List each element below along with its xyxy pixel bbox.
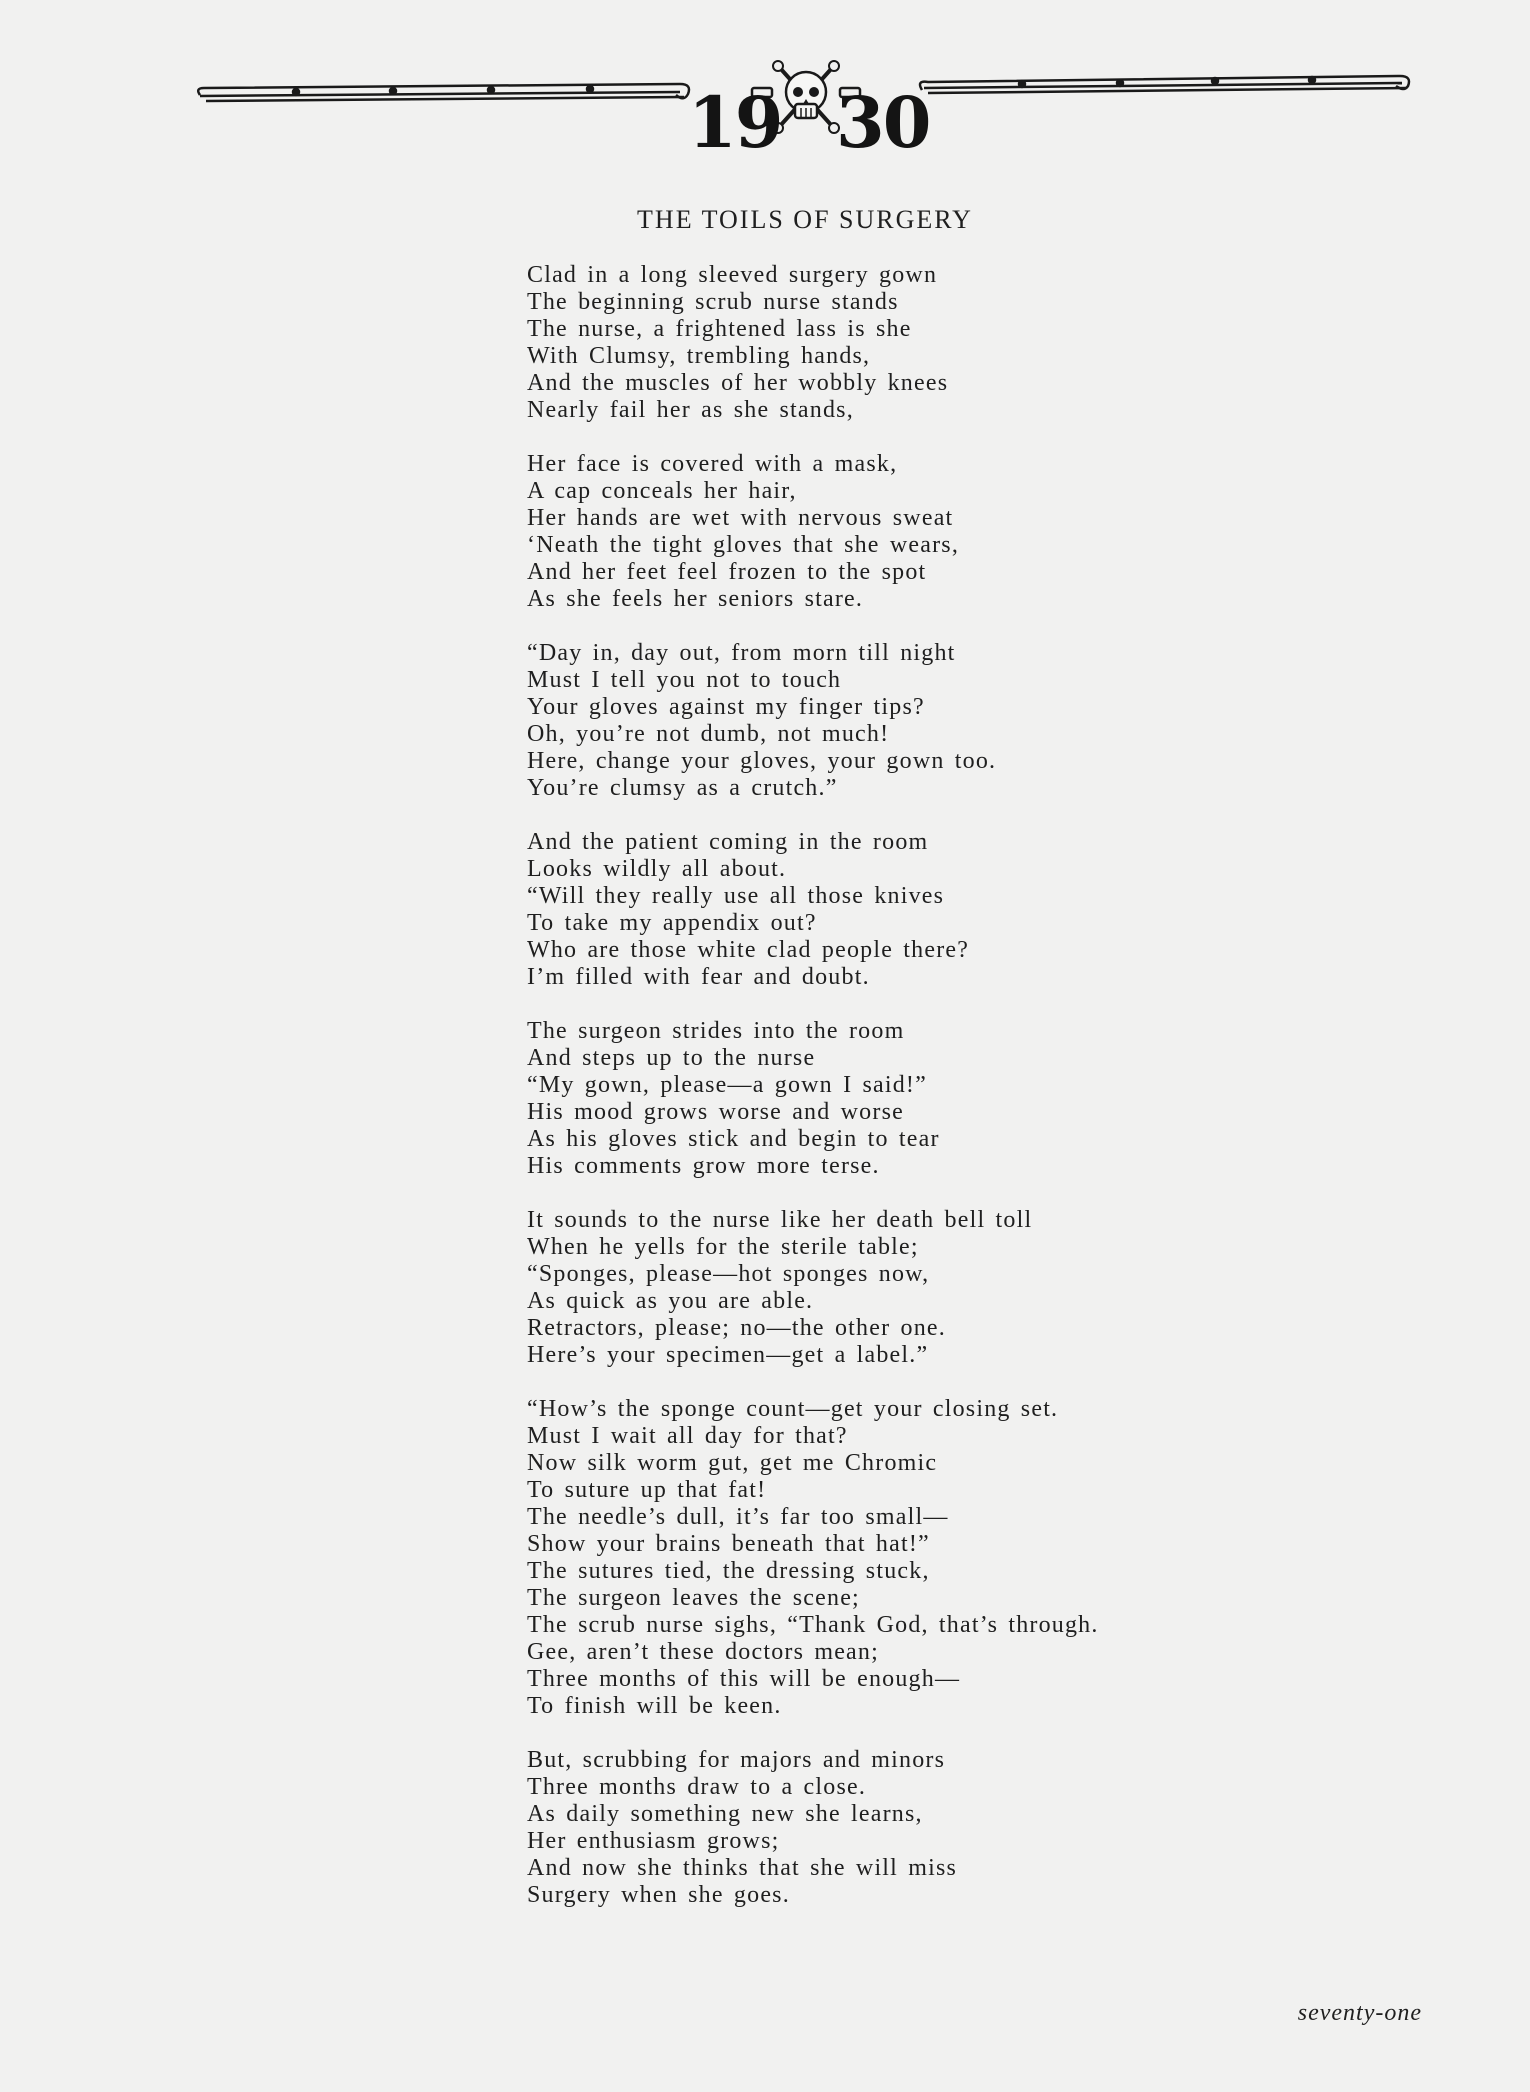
poem-line: I’m filled with fear and doubt.: [527, 964, 870, 990]
poem-line: The surgeon strides into the room: [527, 1018, 905, 1044]
poem-line: Retractors, please; no—the other one.: [527, 1315, 946, 1341]
poem-line: Oh, you’re not dumb, not much!: [527, 721, 890, 747]
stanza: [527, 262, 1227, 424]
poem-line: Looks wildly all about.: [527, 856, 787, 882]
poem-line: The needle’s dull, it’s far too small—: [527, 1504, 949, 1530]
poem-line: Must I tell you not to touch: [527, 667, 842, 693]
poem-line: “Sponges, please—hot sponges now,: [527, 1261, 930, 1287]
stanza: [527, 1747, 1227, 1909]
poem-line: Your gloves against my finger tips?: [527, 694, 925, 720]
poem-line: But, scrubbing for majors and minors: [527, 1747, 946, 1773]
skull-crossbones-icon: [773, 61, 839, 133]
poem-line: Clad in a long sleeved surgery gown: [527, 262, 938, 288]
poem-line: And the muscles of her wobbly knees: [527, 370, 949, 396]
poem-line: It sounds to the nurse like her death bell toll: [527, 1207, 1033, 1233]
poem-line: “Will they really use all those knives: [527, 883, 945, 909]
stanza: [527, 1018, 1227, 1180]
stanza: [527, 640, 1227, 802]
poem-line: Her hands are wet with nervous sweat: [527, 505, 954, 531]
poem-line: Here’s your specimen—get a label.”: [527, 1342, 929, 1368]
stanza: [527, 1207, 1227, 1369]
poem-line: And her feet feel frozen to the spot: [527, 559, 927, 585]
poem-line: You’re clumsy as a crutch.”: [527, 775, 838, 801]
poem-line: Nearly fail her as she stands,: [527, 397, 854, 423]
poem-line: To finish will be keen.: [527, 1693, 782, 1719]
poem-line: His mood grows worse and worse: [527, 1099, 904, 1125]
poem-line: As his gloves stick and begin to tear: [527, 1126, 940, 1152]
poem-line: To suture up that fat!: [527, 1477, 767, 1503]
year-left: 19: [688, 81, 782, 164]
poem-line: Gee, aren’t these doctors mean;: [527, 1639, 879, 1665]
poem-line: And steps up to the nurse: [527, 1045, 816, 1071]
poem-title: THE TOILS OF SURGERY: [637, 205, 973, 234]
poem-line: As daily something new she learns,: [527, 1801, 923, 1827]
poem-line: “Day in, day out, from morn till night: [527, 640, 956, 666]
poem-line: To take my appendix out?: [527, 910, 817, 936]
right-rule-ornament: [920, 76, 1409, 93]
poem-line: A cap conceals her hair,: [527, 478, 797, 504]
poem-line: Now silk worm gut, get me Chromic: [527, 1450, 938, 1476]
poem-line: And the patient coming in the room: [527, 829, 929, 855]
left-rule-ornament: [198, 84, 689, 101]
poem-line: The nurse, a frightened lass is she: [527, 316, 912, 342]
poem-line: “My gown, please—a gown I said!”: [527, 1072, 927, 1098]
poem-line: Her face is covered with a mask,: [527, 451, 898, 477]
poem-line: Here, change your gloves, your gown too.: [527, 748, 997, 774]
poem-line: His comments grow more terse.: [527, 1153, 880, 1179]
poem-line: When he yells for the sterile table;: [527, 1234, 919, 1260]
year-right: 30: [836, 81, 930, 164]
poem-line: Surgery when she goes.: [527, 1882, 790, 1908]
poem-line: The scrub nurse sighs, “Thank God, that’s through.: [527, 1612, 1099, 1638]
poem-line: And now she thinks that she will miss: [527, 1855, 958, 1881]
poem-line: As quick as you are able.: [527, 1288, 814, 1314]
poem-line: The surgeon leaves the scene;: [527, 1585, 860, 1611]
poem-line: Show your brains beneath that hat!”: [527, 1531, 930, 1557]
page-header: [0, 40, 1530, 164]
stanza: [527, 451, 1227, 613]
poem-line: Three months draw to a close.: [527, 1774, 867, 1800]
stanza: [527, 829, 1227, 991]
poem-line: Her enthusiasm grows;: [527, 1828, 780, 1854]
poem-line: With Clumsy, trembling hands,: [527, 343, 871, 369]
poem-line: The beginning scrub nurse stands: [527, 289, 899, 315]
page-number: seventy-one: [1297, 2000, 1422, 2026]
poem-line: The sutures tied, the dressing stuck,: [527, 1558, 930, 1584]
poem-line: “How’s the sponge count—get your closing set.: [527, 1396, 1059, 1422]
poem-line: Who are those white clad people there?: [527, 937, 970, 963]
poem-line: ‘Neath the tight gloves that she wears,: [527, 532, 960, 558]
poem-line: Must I wait all day for that?: [527, 1423, 848, 1449]
poem-body: [527, 262, 1227, 1936]
poem-line: As she feels her seniors stare.: [527, 586, 864, 612]
stanza: [527, 1396, 1227, 1720]
poem-line: Three months of this will be enough—: [527, 1666, 961, 1692]
